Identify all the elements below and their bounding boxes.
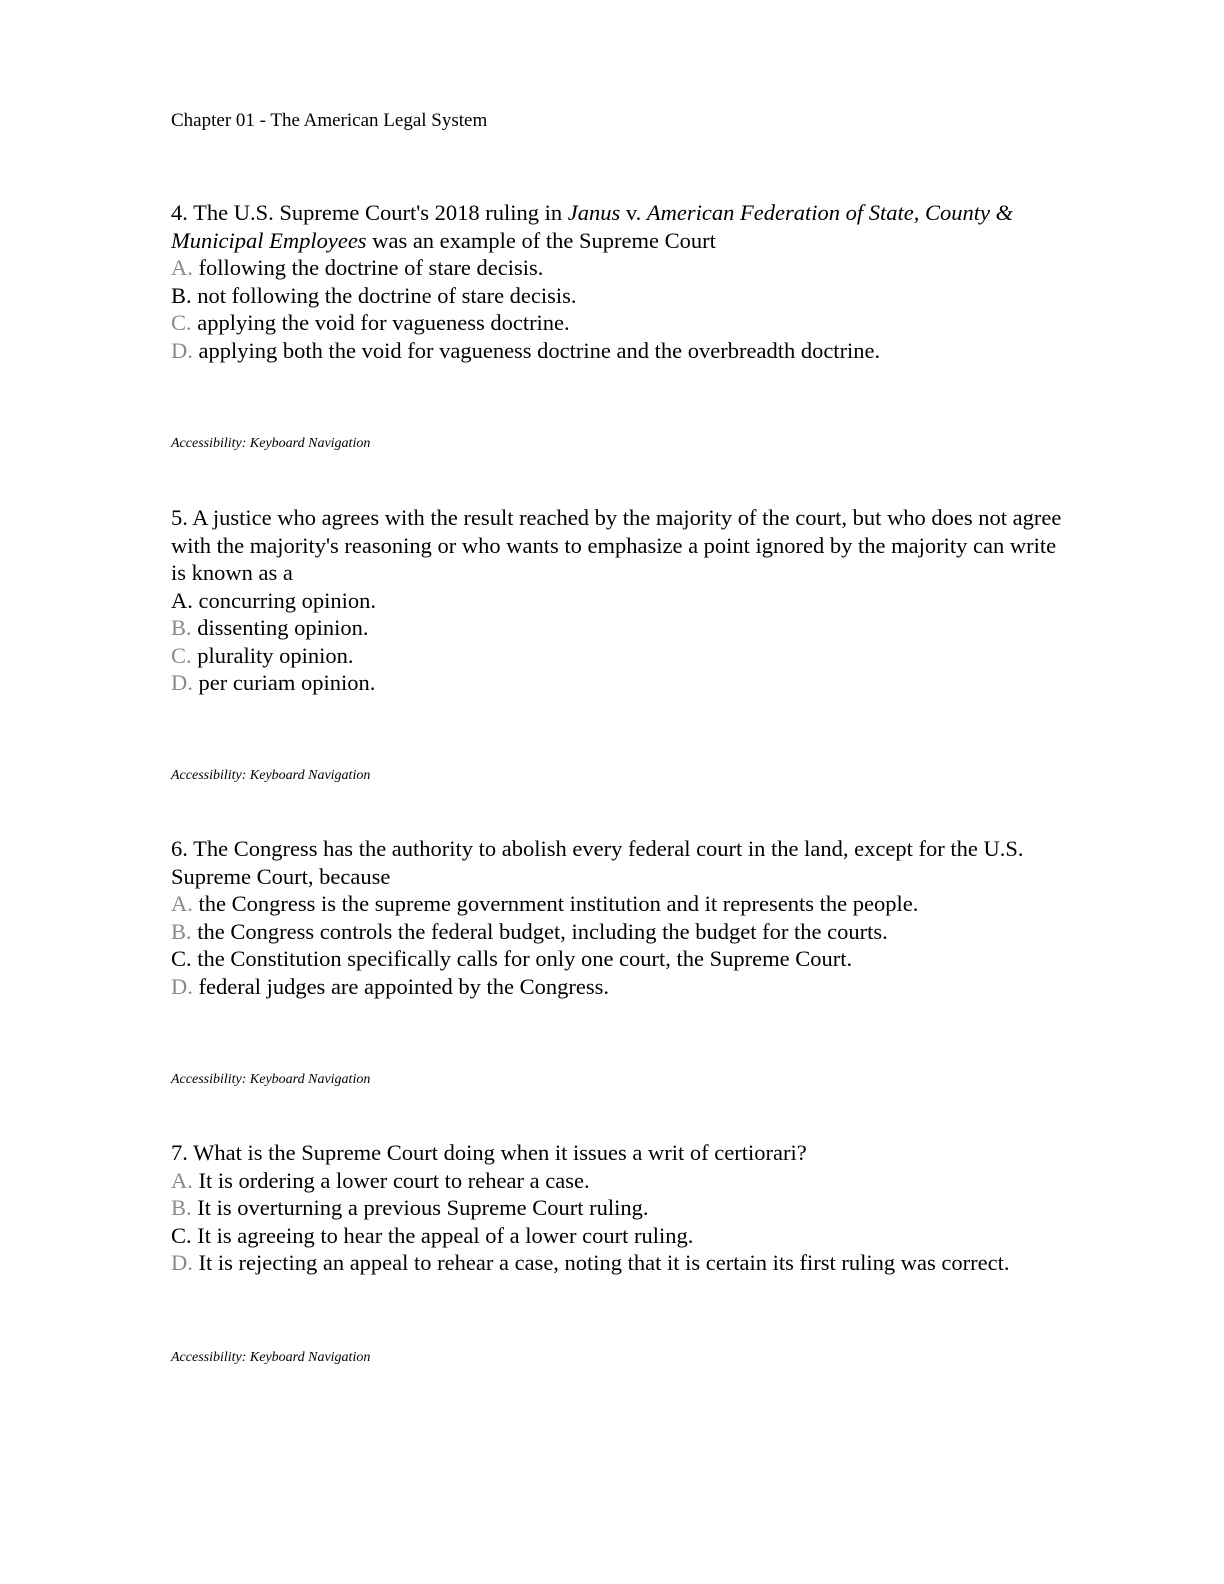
answer-choices xyxy=(171,254,1071,364)
question-stem xyxy=(171,504,1071,587)
choice-text: the Constitution specifically calls for only one court, the Supreme Court. xyxy=(197,946,853,971)
choice-letter: A. xyxy=(171,255,193,280)
choice-letter: A. xyxy=(171,891,193,916)
choice-text: dissenting opinion. xyxy=(197,615,369,640)
choice-text: concurring opinion. xyxy=(198,587,376,613)
case-name-italic: Janus xyxy=(567,200,621,225)
choice-letter: C. xyxy=(171,1222,192,1248)
choice-letter: B. xyxy=(171,615,192,640)
stem-text: A justice who agrees with the result reached by the majority of the court, but who does not agree with the majority's reasoning or who wants to emphasize a point ignored by the majority can write is known as a xyxy=(171,505,1062,585)
accessibility-note: Accessibility: Keyboard Navigation xyxy=(171,436,371,451)
stem-text: What is the Supreme Court doing when it issues a writ of certiorari? xyxy=(193,1140,807,1165)
question-number: 5. xyxy=(171,505,188,530)
choice-text: not following the doctrine of stare decisis. xyxy=(197,282,577,308)
answer-choice-b xyxy=(171,614,1071,642)
choice-letter: D. xyxy=(171,337,193,363)
choice-text: the Congress controls the federal budget, including the budget for the courts. xyxy=(197,918,888,944)
stem-text: The Congress has the authority to abolish every federal court in the land, except for the U.S. Supreme Court, because xyxy=(171,836,1024,889)
choice-text: It is agreeing to hear the appeal of a lower court ruling. xyxy=(197,1222,694,1248)
case-name-italic: American Federation of State, County & Municipal Employees xyxy=(171,200,1014,253)
answer-choice-c xyxy=(171,945,1071,973)
answer-choices xyxy=(171,890,1071,1000)
answer-choices xyxy=(171,1167,1071,1277)
question-number: 6. xyxy=(171,836,188,861)
answer-choice-d xyxy=(171,1249,1071,1277)
question-4 xyxy=(171,199,1071,364)
accessibility-note: Accessibility: Keyboard Navigation xyxy=(171,1072,371,1087)
stem-text: v. xyxy=(620,200,647,225)
choice-text: It is overturning a previous Supreme Court ruling. xyxy=(197,1195,649,1220)
choice-text: per curiam opinion. xyxy=(198,670,376,695)
answer-choice-a xyxy=(171,587,1071,615)
choice-letter: B. xyxy=(171,282,192,308)
question-number: 7. xyxy=(171,1140,188,1165)
answer-choice-a xyxy=(171,1167,1071,1195)
accessibility-note: Accessibility: Keyboard Navigation xyxy=(171,1350,371,1365)
choice-text: applying both the void for vagueness doctrine and the overbreadth doctrine. xyxy=(198,337,881,363)
question-stem xyxy=(171,199,1071,254)
choice-text: It is ordering a lower court to rehear a case. xyxy=(198,1167,590,1193)
choice-letter: D. xyxy=(171,973,193,999)
chapter-header: Chapter 01 - The American Legal System xyxy=(171,110,488,131)
choice-letter: D. xyxy=(171,1250,193,1275)
answer-choice-c xyxy=(171,642,1071,670)
answer-choice-c xyxy=(171,309,1071,337)
accessibility-note: Accessibility: Keyboard Navigation xyxy=(171,768,371,783)
choice-text: following the doctrine of stare decisis. xyxy=(198,255,544,280)
answer-choice-b xyxy=(171,282,1071,310)
answer-choice-d xyxy=(171,973,1071,1001)
choice-letter: D. xyxy=(171,670,193,695)
question-stem xyxy=(171,835,1071,890)
choice-text: federal judges are appointed by the Congress. xyxy=(198,973,609,999)
question-stem xyxy=(171,1139,1071,1167)
question-5 xyxy=(171,504,1071,697)
choice-letter: C. xyxy=(171,642,192,668)
answer-choice-c xyxy=(171,1222,1071,1250)
question-7 xyxy=(171,1139,1071,1277)
question-number: 4. xyxy=(171,200,188,225)
stem-text: The U.S. Supreme Court's 2018 ruling in xyxy=(193,200,568,225)
choice-letter: A. xyxy=(171,1167,193,1193)
choice-text: plurality opinion. xyxy=(197,642,354,668)
stem-text: was an example of the Supreme Court xyxy=(366,227,716,253)
answer-choice-b xyxy=(171,918,1071,946)
choice-letter: A. xyxy=(171,587,193,613)
question-6 xyxy=(171,835,1071,1000)
answer-choice-d xyxy=(171,669,1071,697)
answer-choice-a xyxy=(171,890,1071,918)
choice-text: the Congress is the supreme government institution and it represents the people. xyxy=(198,891,919,916)
answer-choice-b xyxy=(171,1194,1071,1222)
choice-letter: C. xyxy=(171,310,192,335)
answer-choice-d xyxy=(171,337,1071,365)
choice-text: It is rejecting an appeal to rehear a case, noting that it is certain its first ruling was correct. xyxy=(198,1250,1010,1275)
choice-letter: B. xyxy=(171,918,192,944)
answer-choice-a xyxy=(171,254,1071,282)
choice-text: applying the void for vagueness doctrine. xyxy=(197,310,570,335)
answer-choices xyxy=(171,587,1071,697)
choice-letter: C. xyxy=(171,946,192,971)
choice-letter: B. xyxy=(171,1195,192,1220)
